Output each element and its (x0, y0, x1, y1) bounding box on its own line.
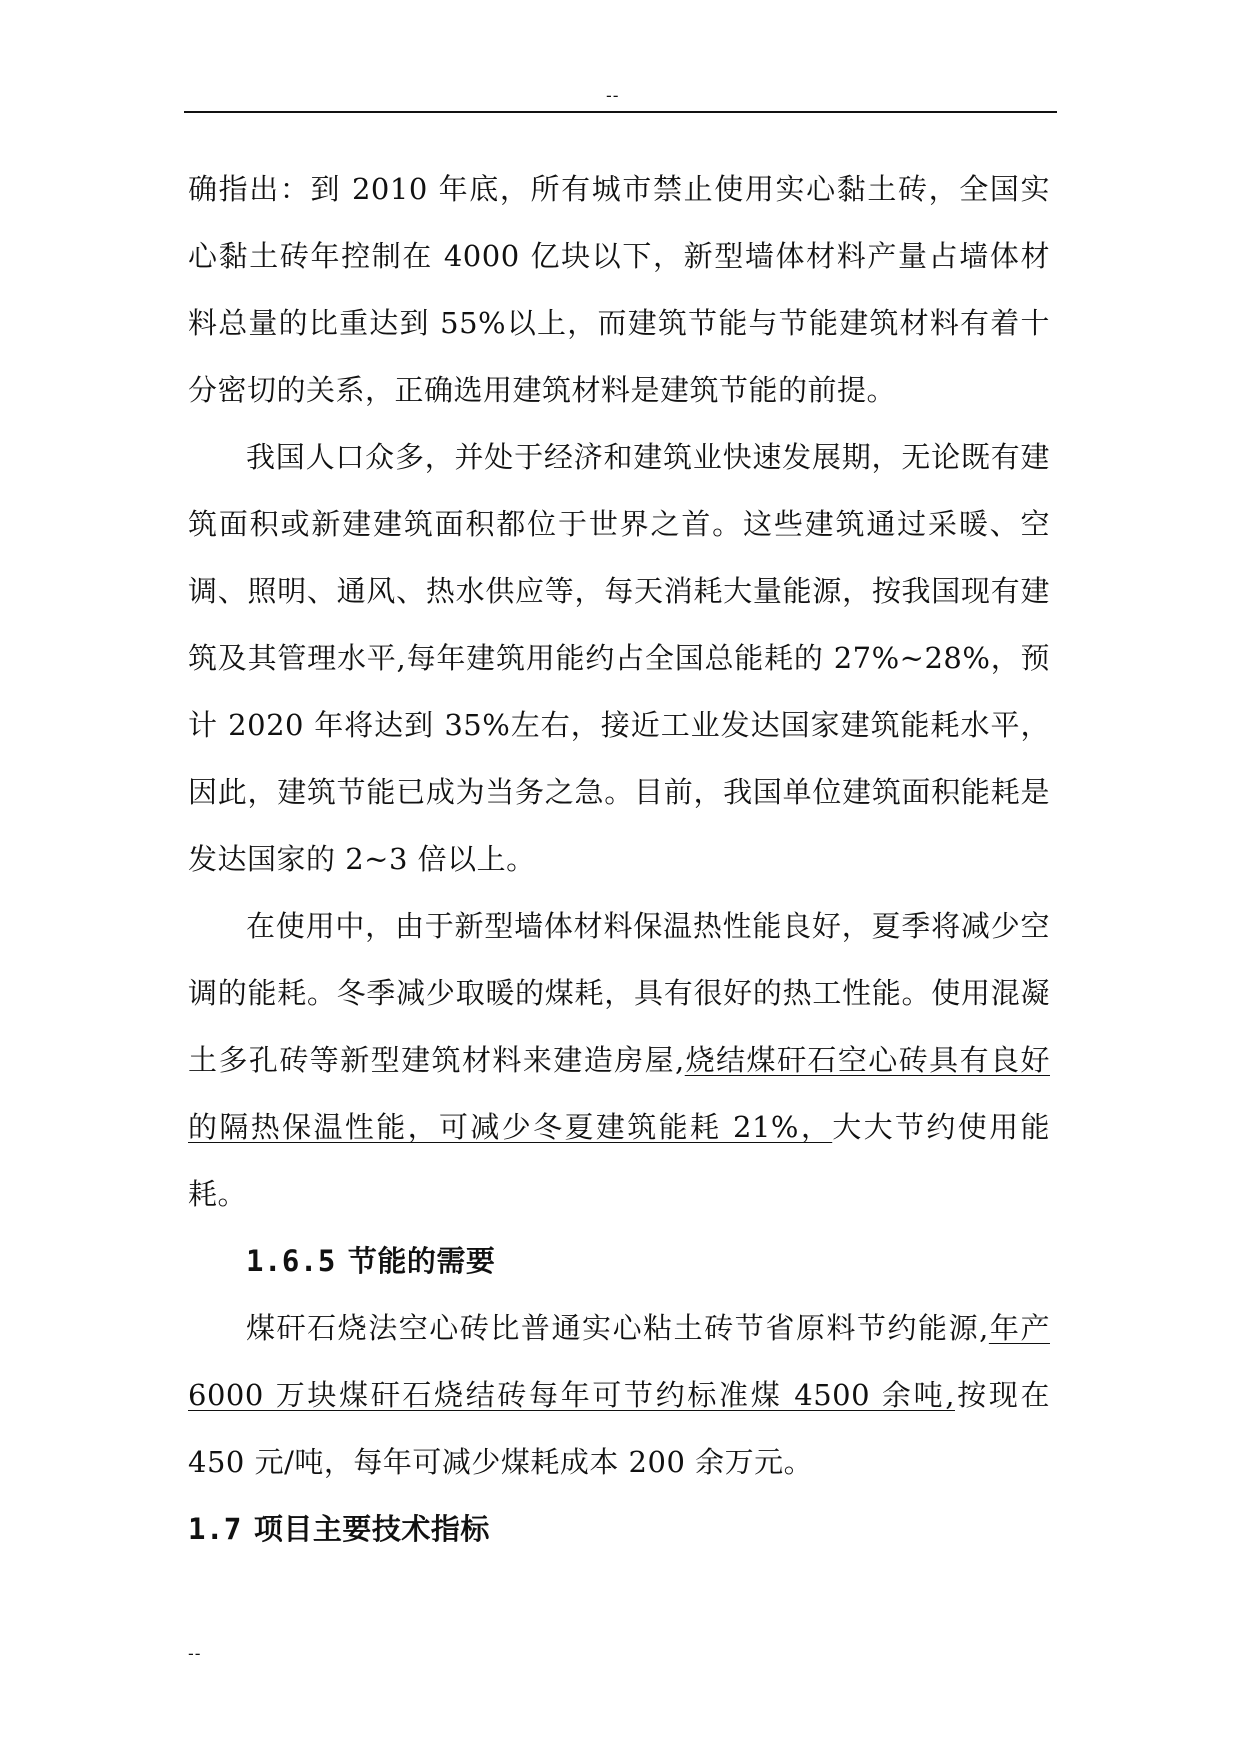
section-number: 1.6.5 (246, 1244, 336, 1278)
paragraph-text-before: 在使用中，由于新型墙体材料保温热性能良好，夏季将减少空调的能耗。冬季减少取暖的煤耗，具有很好的热工性能。使用混凝土多孔砖等新型建筑材料来建造房屋, (188, 909, 1050, 1077)
paragraph-text-after: 按现在 450 元/吨，每年可减少煤耗成本 200 余万元。 (188, 1378, 1050, 1479)
section-heading-1-6-5 (188, 1228, 1050, 1295)
paragraph-text-after: 大大节约使用能耗。 (188, 1110, 1050, 1211)
section-title: 项目主要技术指标 (253, 1512, 490, 1546)
section-number: 1.7 (188, 1512, 242, 1546)
header-rule (184, 111, 1057, 113)
page-footer-mark: -- (188, 1644, 202, 1663)
paragraph-energy-saving (188, 1295, 1050, 1496)
paragraph-wall-materials (188, 893, 1050, 1228)
paragraph-continuation: 确指出：到 2010 年底，所有城市禁止使用实心黏土砖，全国实心黏土砖年控制在 4000 亿块以下，新型墙体材料产量占墙体材料总量的比重达到 55%以上，而建筑节能与节能建筑材料有着十分密切的关系，正确选用建筑材料是建筑节能的前提。 (188, 172, 1050, 407)
document-body (188, 156, 1050, 1563)
page-header-mark: -- (606, 86, 620, 105)
section-title: 节能的需要 (347, 1244, 496, 1278)
paragraph-text-before: 煤矸石烧法空心砖比普通实心粘土砖节省原料节约能源, (246, 1311, 989, 1345)
section-heading-1-7 (188, 1496, 1050, 1563)
underlined-text: 年产 6000 万块煤矸石烧结砖每年可节约标准煤 4500 余吨, (188, 1311, 1050, 1412)
paragraph-energy-consumption: 我国人口众多，并处于经济和建筑业快速发展期，无论既有建筑面积或新建建筑面积都位于世界之首。这些建筑通过采暖、空调、照明、通风、热水供应等，每天消耗大量能源，按我国现有建筑及其管理水平,每年建筑用能约占全国总能耗的 27%~28%，预计 2020 年将达到 35%左右，接近工业发达国家建筑能耗水平，因此，建筑节能已成为当务之急。目前，我国单位建筑面积能耗是发达国家的 2~3 倍以上。 (188, 440, 1050, 876)
underlined-text: 烧结煤矸石空心砖具有良好的隔热保温性能，可减少冬夏建筑能耗 21%， (188, 1043, 1050, 1144)
